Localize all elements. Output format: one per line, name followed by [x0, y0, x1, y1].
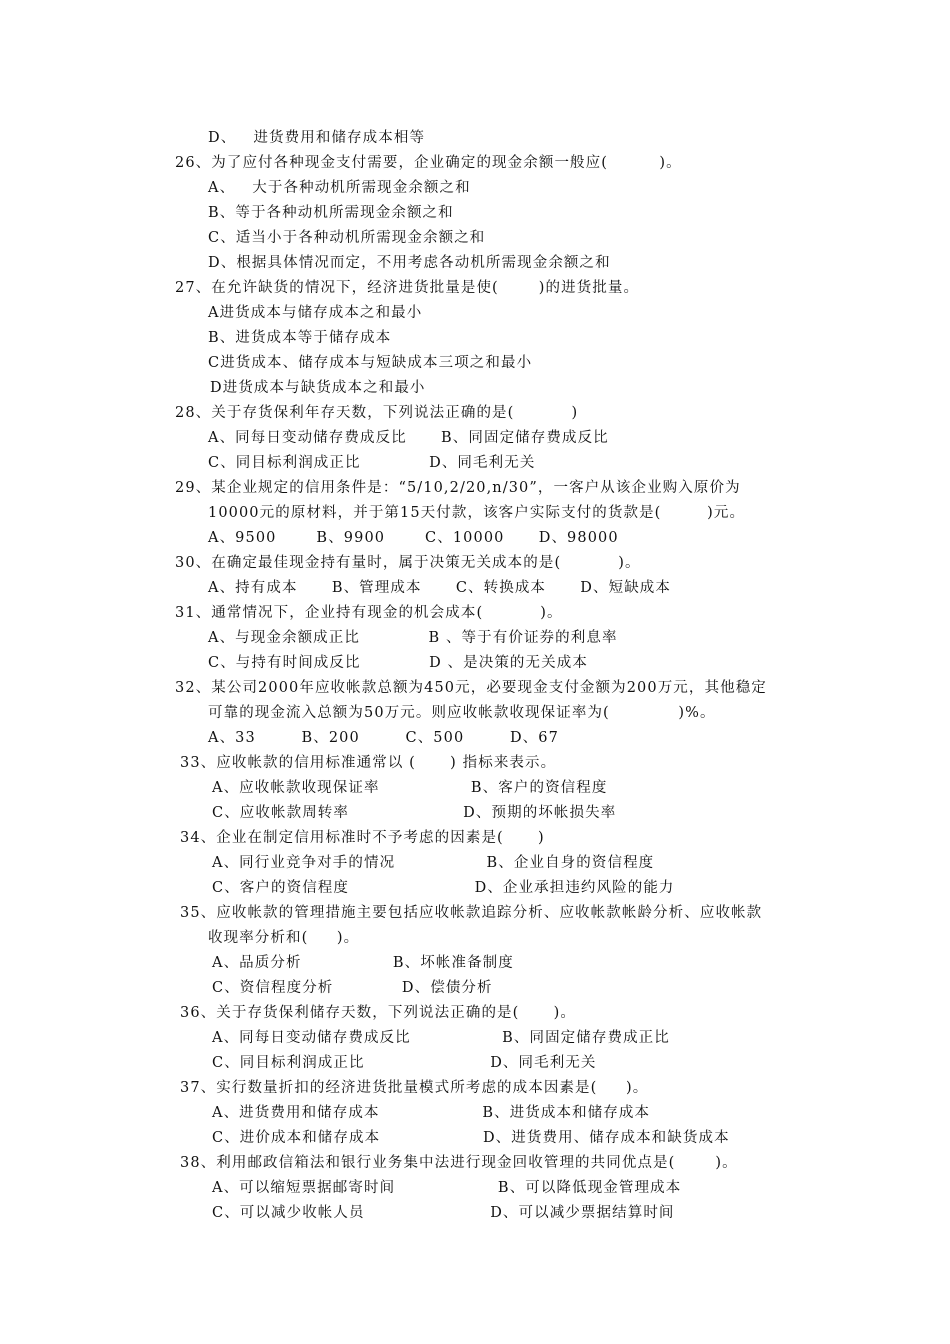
q30-options: A、持有成本 B、管理成本 C、转换成本 D、短缺成本: [208, 580, 672, 596]
q29-question: 29、某企业规定的信用条件是：“5/10,2/20,n/30”，一客户从该企业购入原价为: [175, 480, 741, 496]
q33-question: 33、应收帐款的信用标准通常以 ( ) 指标来表示。: [180, 755, 557, 771]
q27-option-c: C进货成本、储存成本与短缺成本三项之和最小: [208, 355, 533, 371]
q25-option-d: D、 进货费用和储存成本相等: [208, 130, 426, 146]
q32-options: A、33 B、200 C、500 D、67: [208, 730, 559, 746]
q38-options-cd: C、可以减少收帐人员 D、可以减少票据结算时间: [212, 1205, 675, 1221]
q29-options: A、9500 B、9900 C、10000 D、98000: [208, 530, 619, 546]
q28-options-ab: A、同每日变动储存费成反比 B、同固定储存费成反比: [208, 430, 609, 446]
q26-option-d: D、根据具体情况而定，不用考虑各动机所需现金余额之和: [208, 255, 611, 271]
q29-question-cont: 10000元的原材料，并于第15天付款，该客户实际支付的货款是( )元。: [208, 505, 746, 521]
q26-option-b: B、等于各种动机所需现金余额之和: [208, 205, 454, 221]
q26-option-a: A、 大于各种动机所需现金余额之和: [208, 180, 471, 196]
q33-options-cd: C、应收帐款周转率 D、预期的坏帐损失率: [212, 805, 617, 821]
q31-question: 31、通常情况下，企业持有现金的机会成本( )。: [175, 605, 563, 621]
q27-option-d: D进货成本与缺货成本之和最小: [210, 380, 426, 396]
q35-question: 35、应收帐款的管理措施主要包括应收帐款追踪分析、应收帐款帐龄分析、应收帐款: [180, 905, 763, 921]
q34-options-cd: C、客户的资信程度 D、企业承担违约风险的能力: [212, 880, 675, 896]
q37-options-ab: A、进货费用和储存成本 B、进货成本和储存成本: [212, 1105, 651, 1121]
q38-options-ab: A、可以缩短票据邮寄时间 B、可以降低现金管理成本: [212, 1180, 682, 1196]
q27-option-a: A进货成本与储存成本之和最小: [208, 305, 423, 321]
q26-question: 26、为了应付各种现金支付需要，企业确定的现金余额一般应( )。: [175, 155, 682, 171]
q31-options-cd: C、与持有时间成反比 D 、是决策的无关成本: [208, 655, 588, 671]
q35-options-cd: C、资信程度分析 D、偿债分析: [212, 980, 493, 996]
q28-question: 28、关于存货保利年存天数，下列说法正确的是( ): [175, 405, 579, 421]
q28-options-cd: C、同目标利润成正比 D、同毛利无关: [208, 455, 536, 471]
q37-question: 37、实行数量折扣的经济进货批量模式所考虑的成本因素是( )。: [180, 1080, 649, 1096]
q32-question: 32、某公司2000年应收帐款总额为450元，必要现金支付金额为200万元，其他稳定: [175, 680, 767, 696]
q27-question: 27、在允许缺货的情况下，经济进货批量是使( )的进货批量。: [175, 280, 640, 296]
q37-options-cd: C、进价成本和储存成本 D、进货费用、储存成本和缺货成本: [212, 1130, 730, 1146]
q27-option-b: B、进货成本等于储存成本: [208, 330, 392, 346]
q32-question-cont: 可靠的现金流入总额为50万元。则应收帐款收现保证率为( )%。: [208, 705, 716, 721]
q36-options-cd: C、同目标利润成正比 D、同毛利无关: [212, 1055, 597, 1071]
q31-options-ab: A、与现金余额成正比 B 、等于有价证券的利息率: [208, 630, 618, 646]
q38-question: 38、利用邮政信箱法和银行业务集中法进行现金回收管理的共同优点是( )。: [180, 1155, 738, 1171]
q34-question: 34、企业在制定信用标准时不予考虑的因素是( ): [180, 830, 545, 846]
q36-question: 36、关于存货保利储存天数，下列说法正确的是( )。: [180, 1005, 577, 1021]
q36-options-ab: A、同每日变动储存费成反比 B、同固定储存费成正比: [212, 1030, 670, 1046]
q35-options-ab: A、品质分析 B、坏帐准备制度: [212, 955, 514, 971]
q33-options-ab: A、应收帐款收现保证率 B、客户的资信程度: [212, 780, 608, 796]
q26-option-c: C、适当小于各种动机所需现金余额之和: [208, 230, 486, 246]
q30-question: 30、在确定最佳现金持有量时，属于决策无关成本的是( )。: [175, 555, 641, 571]
q34-options-ab: A、同行业竞争对手的情况 B、企业自身的资信程度: [212, 855, 655, 871]
q35-question-cont: 收现率分析和( )。: [208, 930, 360, 946]
